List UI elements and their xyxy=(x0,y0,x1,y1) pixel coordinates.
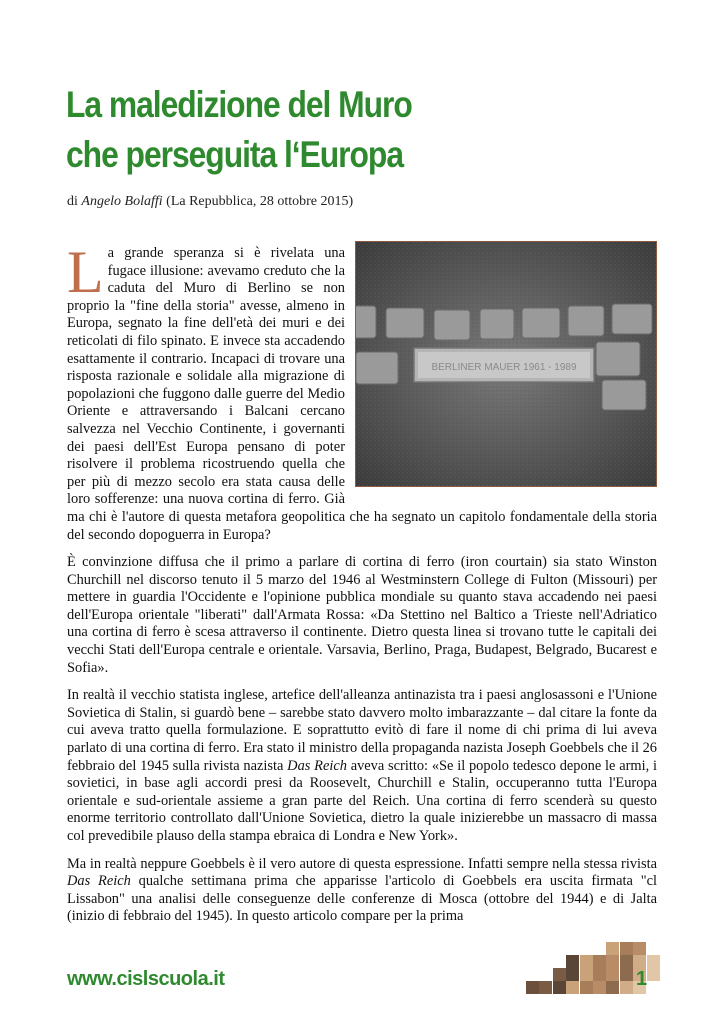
mosaic-photo-tile xyxy=(633,942,646,955)
mosaic-photo-tile xyxy=(539,981,552,994)
footer-website-link[interactable]: www.cislscuola.it xyxy=(67,968,225,990)
mosaic-photo-tile xyxy=(593,968,606,981)
paragraph-1-text: a grande speranza si è rivelata una fugace illusione: avevamo creduto che la caduta del Muro di Berlino se non proprio la "fine della storia" avesse, almeno in Europa, segnato la fine dell'età dei muri e dei reticolati di filo spinato. E invece sta accadendo esattamente il contrario. Incapaci di trovare una risposta razionale e solidale alla migrazione di popolazioni che fuggono dalle guerre del Medio Oriente e attraversando i Balcani cercano salvezza nel Vecchio Continente, i governanti dei paesi dell'Est Europa pensano di poter risolvere il problema ricostruendo quella che per più di mezzo secolo era stata causa delle loro sofferenze: una nuova cortina di ferro. Già ma chi è l'autore di questa metafora geopolitica che ha segnato un capitolo fondamentale della storia del secondo dopoguerra in Europa? xyxy=(67,245,657,543)
byline-author: Angelo Bolaffi xyxy=(81,194,163,209)
article-title xyxy=(66,80,582,180)
mosaic-photo-tile xyxy=(566,981,579,994)
mosaic-photo-tile xyxy=(620,968,633,981)
mosaic-photo-tile xyxy=(580,981,593,994)
mosaic-photo-tile xyxy=(580,968,593,981)
berlin-wall-photo-image xyxy=(356,242,656,486)
mosaic-photo-tile xyxy=(620,955,633,968)
paragraph-4-text-b: qualche settimana prima che apparisse l'articolo di Goebbels era uscita firmata "cl Lissabon" una analisi delle conseguenze delle conferenze di Mosca (ottobre del 1944) e di Jalta (inizio di febbraio del 1945). In questo articolo compare per la prima xyxy=(67,873,657,925)
title-line-2: che perseguita l‘Europa xyxy=(66,134,403,175)
mosaic-photo-tile xyxy=(606,981,619,994)
mosaic-photo-tile xyxy=(566,968,579,981)
paragraph-3-text-a: In realtà il vecchio statista inglese, artefice dell'alleanza antinazista tra i paesi anglosassoni e l'Unione Sovietica di Stalin, si guardò bene – sarebbe stato davvero molto imbarazzante – dal citare la fonte da cui aveva tratto quella formulazione. E soprattutto evitò di fare il nome di chi prima di lui aveva parlato di una cortina di ferro. Era stato il ministro della propaganda nazista Joseph Goebbels che il 26 febbraio del 1945 sulla rivista nazista xyxy=(67,687,657,774)
mosaic-photo-tile xyxy=(606,942,619,955)
paragraph-4-text-a: Ma in realtà neppure Goebbels è il vero autore di questa espressione. Infatti sempre nella stessa rivista xyxy=(67,855,657,872)
paragraph-4-italic: Das Reich xyxy=(67,873,131,890)
mosaic-photo-tile xyxy=(606,955,619,968)
mosaic-photo-tile xyxy=(553,981,566,994)
mosaic-photo-tile xyxy=(593,981,606,994)
mosaic-photo-tile xyxy=(566,955,579,968)
mosaic-photo-tile xyxy=(553,968,566,981)
paragraph-4 xyxy=(67,856,657,926)
mosaic-photo-tile xyxy=(606,968,619,981)
mosaic-photo-tile xyxy=(593,955,606,968)
page-number: 1 xyxy=(636,968,648,990)
article-body xyxy=(67,239,657,936)
mosaic-photo-tile xyxy=(633,955,646,968)
mosaic-photo-tile xyxy=(620,981,633,994)
wall-plaque xyxy=(414,348,594,382)
paragraph-3-italic: Das Reich xyxy=(287,757,347,774)
paragraph-3 xyxy=(67,687,657,845)
mosaic-photo-tile xyxy=(580,955,593,968)
mosaic-photo-tile xyxy=(620,942,633,955)
byline-source: (La Repubblica, 28 ottobre 2015) xyxy=(162,194,354,209)
mosaic-photo-tile xyxy=(647,955,660,968)
paragraph-2: È convinzione diffusa che il primo a parlare di cortina di ferro (iron courtain) sia stato Winston Churchill nel discorso tenuto il 5 marzo del 1946 al Westminstern College di Fulton (Missouri) per mettere in guardia l'Occidente e l'opinione pubblica mondiale su quanto stava accadendo nei paesi dell'Europa orientale "liberati" dall'Armata Rossa: «Da Stettino nel Baltico a Trieste nell'Adriatico una cortina di ferro è scesa attraverso il continente. Dietro questa linea si trovano tutte le capitali dei vecchi Stati dell'Europa centrale e orientale. Varsavia, Berlino, Praga, Budapest, Belgrado, Bucarest e Sofia». xyxy=(67,554,657,676)
mosaic-photo-tile xyxy=(647,968,660,981)
paragraph-3-text-b: aveva scritto: «Se il popolo tedesco depone le armi, i sovietici, in base agli accordi presi da Roosevelt, Churchill e Stalin, occuperanno tutta l'Europa orientale e sud-orientale assieme a gran parte del Reich. Una cortina di ferro scenderà su questo enorme territorio controllato dall'Unione Sovietica, dietro la quale inizierebbe un massacro di massa col prevedibile plauso della stampa ebraica di Londra e New York». xyxy=(67,757,657,844)
mosaic-photo-tile xyxy=(526,981,539,994)
byline-prefix: di xyxy=(67,194,82,209)
dropcap-letter: L xyxy=(67,239,104,305)
berlin-wall-photo xyxy=(355,241,657,487)
byline xyxy=(67,194,667,210)
plaque-text: BERLINER MAUER 1961 - 1989 xyxy=(431,362,577,373)
title-line-1: La maledizione del Muro xyxy=(66,84,412,125)
